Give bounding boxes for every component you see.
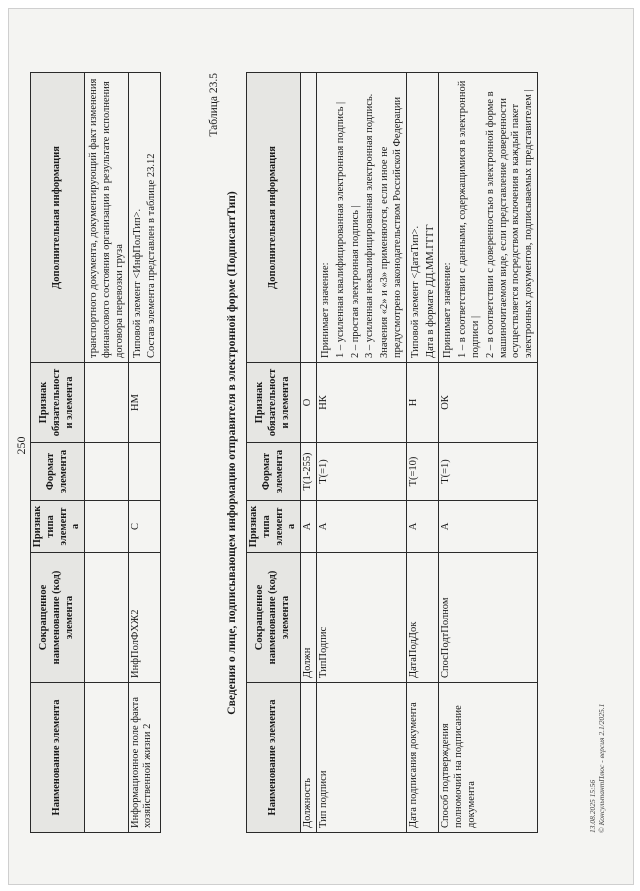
table-cell: СпосПодтПолном (439, 553, 538, 683)
column-header: Формат элемента (247, 443, 301, 501)
rotated-page-content (8, 8, 632, 883)
table-cell: T(=1) (316, 443, 406, 501)
table-cell: А (316, 501, 406, 553)
column-header: Формат элемента (31, 443, 85, 501)
table-cell (85, 443, 128, 501)
table-signer (246, 72, 538, 833)
column-header: Признак обязательности элемента (247, 363, 301, 443)
footer-timestamp: 13.08.2025 15:56 (588, 779, 597, 833)
table-cell: Типовой элемент <ИнфПолТип>. Состав элемента представлен в таблице 23.12 (128, 73, 161, 363)
footer-source: © КонсультантПлюс - версия 2.1/2025.1 (597, 703, 606, 833)
table-cell: Н (406, 363, 439, 443)
column-header: Признак обязательности элемента (31, 363, 85, 443)
table-label: Таблица 23.5 (208, 73, 220, 137)
column-header: Дополнительная информация (31, 73, 85, 363)
table-cell (85, 501, 128, 553)
page-number: 250 (14, 436, 28, 455)
column-header: Сокращенное наименование (код) элемента (247, 553, 301, 683)
table-cell (85, 363, 128, 443)
table-cell (301, 73, 317, 363)
table-cell: ТипПодпис (316, 553, 406, 683)
page-footer (588, 533, 606, 833)
table-cell: ДатаПодДок (406, 553, 439, 683)
table-row (85, 73, 128, 833)
table-cell: Должн (301, 553, 317, 683)
table-cell: А (439, 501, 538, 553)
table-cell: Принимает значение: 1 – усиленная квалифицированная электронная подпись | 2 – простая электронная подпись | 3 – усиленная неквалифицированная электронная подпись. Значения «2» и «3» применяются, если иное не предусмотрено законодательством Российской Федерации (316, 73, 406, 363)
table-header-row (247, 73, 301, 833)
table-cell: НМ (128, 363, 161, 443)
table-cell: T(=10) (406, 443, 439, 501)
column-header: Наименование элемента (31, 683, 85, 833)
column-header: Наименование элемента (247, 683, 301, 833)
table-cell: С (128, 501, 161, 553)
table-cell (128, 443, 161, 501)
table-cell: Дата подписания документа (406, 683, 439, 833)
table-cell (85, 553, 128, 683)
table-cell: А (301, 501, 317, 553)
column-header: Сокращенное наименование (код) элемента (31, 553, 85, 683)
table-cell: Способ подтверждения полномочий на подписание документа (439, 683, 538, 833)
table-cell: транспортного документа, документирующий факт изменения финансового состояния организации в результате исполнения договора перевозки груза (85, 73, 128, 363)
table-cell: О (301, 363, 317, 443)
table-cell: Информационное поле факта хозяйственной жизни 2 (128, 683, 161, 833)
table-row (406, 73, 439, 833)
table-row (128, 73, 161, 833)
table-header-row (31, 73, 85, 833)
table-cell: Типовой элемент <ДатаТип>. Дата в формате ДД.ММ.ГГГГ (406, 73, 439, 363)
table-cell: Тип подписи (316, 683, 406, 833)
table-cell: НК (316, 363, 406, 443)
table-row (316, 73, 406, 833)
table-cell: T(1-255) (301, 443, 317, 501)
table-cell: ОК (439, 363, 538, 443)
table-row (301, 73, 317, 833)
column-header: Признак типа элемента (31, 501, 85, 553)
table-caption: Сведения о лице, подписывающем информацию отправителя в электронной форме (ПодписантТип) (226, 191, 238, 715)
column-header: Признак типа элемента (247, 501, 301, 553)
table-cell (85, 683, 128, 833)
table-cell: Должность (301, 683, 317, 833)
table-cell: А (406, 501, 439, 553)
table-row (439, 73, 538, 833)
table-cell: Принимает значение: 1 – в соответствии с данными, содержащимися в электронной подписи | 2 – в соответствии с доверенностью в электронной форме в машиночитаемом виде, если представление доверенности осуществляется посредством включения в каждый пакет электронных документов, подписываемых представителем | (439, 73, 538, 363)
table-cell: ИнфПолФХЖ2 (128, 553, 161, 683)
table-cell: T(=1) (439, 443, 538, 501)
table-continuation (30, 72, 161, 833)
column-header: Дополнительная информация (247, 73, 301, 363)
